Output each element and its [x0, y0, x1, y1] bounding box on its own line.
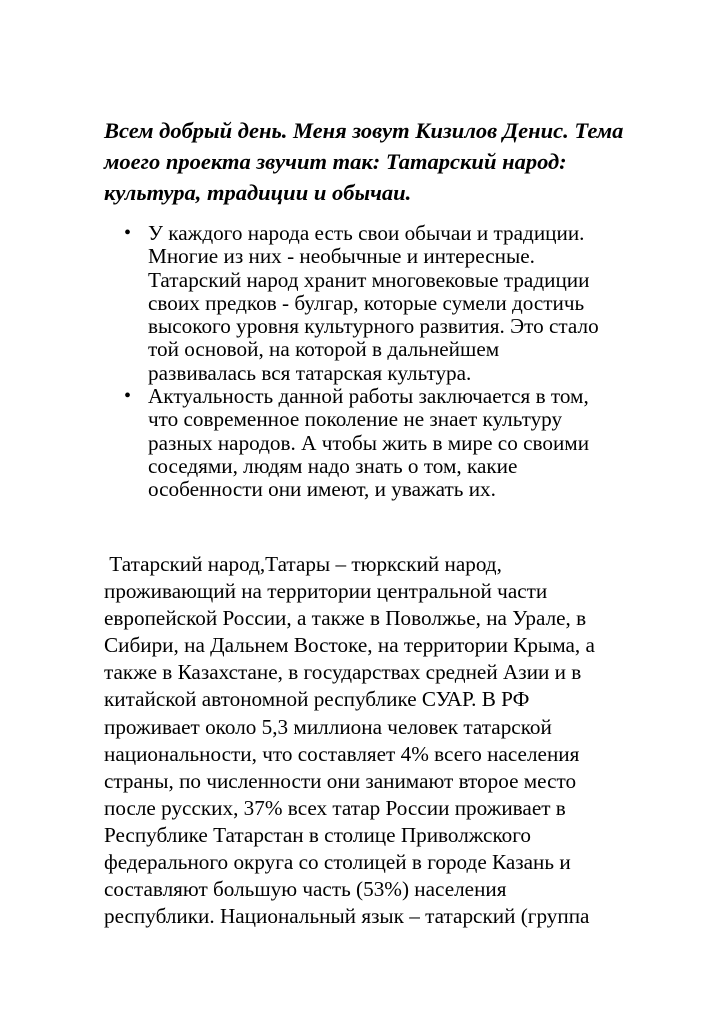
text-line: развивалась вся татарская культура. [148, 360, 472, 385]
text-line: проживающий на территории центральной части [104, 579, 548, 604]
text-line: Многие из них - необычные и интересные. [148, 244, 535, 269]
text-line: также в Казахстане, в государствах средней Азии и в [104, 660, 582, 685]
text-line: особенности они имеют, и уважать их. [148, 477, 496, 502]
text-line: что современное поколение не знает культуру [148, 407, 563, 432]
text-line: Татарский народ,Татары – тюркский народ, [104, 552, 502, 576]
text-line: национальности, что составляет 4% всего населения [104, 741, 580, 766]
text-line: высокого уровня культурного развития. Это стало [148, 314, 599, 339]
title-line: культура, традиции и обычаи. [104, 180, 412, 205]
text-line: Республике Татарстан в столице Приволжского [104, 822, 532, 847]
bullet-icon: • [124, 385, 132, 408]
text-line: после русских, 37% всех татар России проживает в [104, 795, 566, 820]
bullet-icon: • [124, 222, 132, 244]
text-line: проживает около 5,3 миллиона человек татарской [104, 714, 552, 739]
text-line: составляют большую часть (53%) населения [104, 877, 507, 902]
title-line: Всем добрый день. Меня зовут Кизилов Денис. Тема [104, 118, 624, 143]
text-line: Актуальность данной работы заключается в том, [148, 384, 589, 409]
text-line: Татарский народ хранит многовековые традиции [148, 267, 590, 292]
text-line: китайской автономной республике СУАР. В РФ [104, 687, 530, 712]
text-line: той основой, на которой в дальнейшем [148, 337, 500, 362]
page-title [104, 115, 704, 208]
body-paragraph [104, 551, 714, 930]
text-line: европейской России, а также в Поволжье, на Урале, в [104, 606, 587, 631]
text-line: разных народов. А чтобы жить в мире со своими [148, 430, 590, 455]
text-line: соседями, людям надо знать о том, какие [148, 453, 518, 478]
text-line: своих предков - булгар, которые сумели достичь [148, 290, 585, 315]
text-line: страны, по численности они занимают второе место [104, 768, 577, 793]
list-item [124, 222, 704, 385]
title-line: моего проекта звучит так: Татарский народ: [104, 149, 567, 174]
list-item [124, 385, 704, 501]
text-line: У каждого народа есть свои обычаи и традиции. [148, 221, 585, 245]
text-line: республики. Национальный язык – татарский (группа [104, 904, 590, 929]
bullet-list [124, 222, 704, 502]
text-line: федерального округа со столицей в городе Казань и [104, 850, 571, 875]
text-line: Сибири, на Дальнем Востоке, на территории Крыма, а [104, 633, 595, 658]
